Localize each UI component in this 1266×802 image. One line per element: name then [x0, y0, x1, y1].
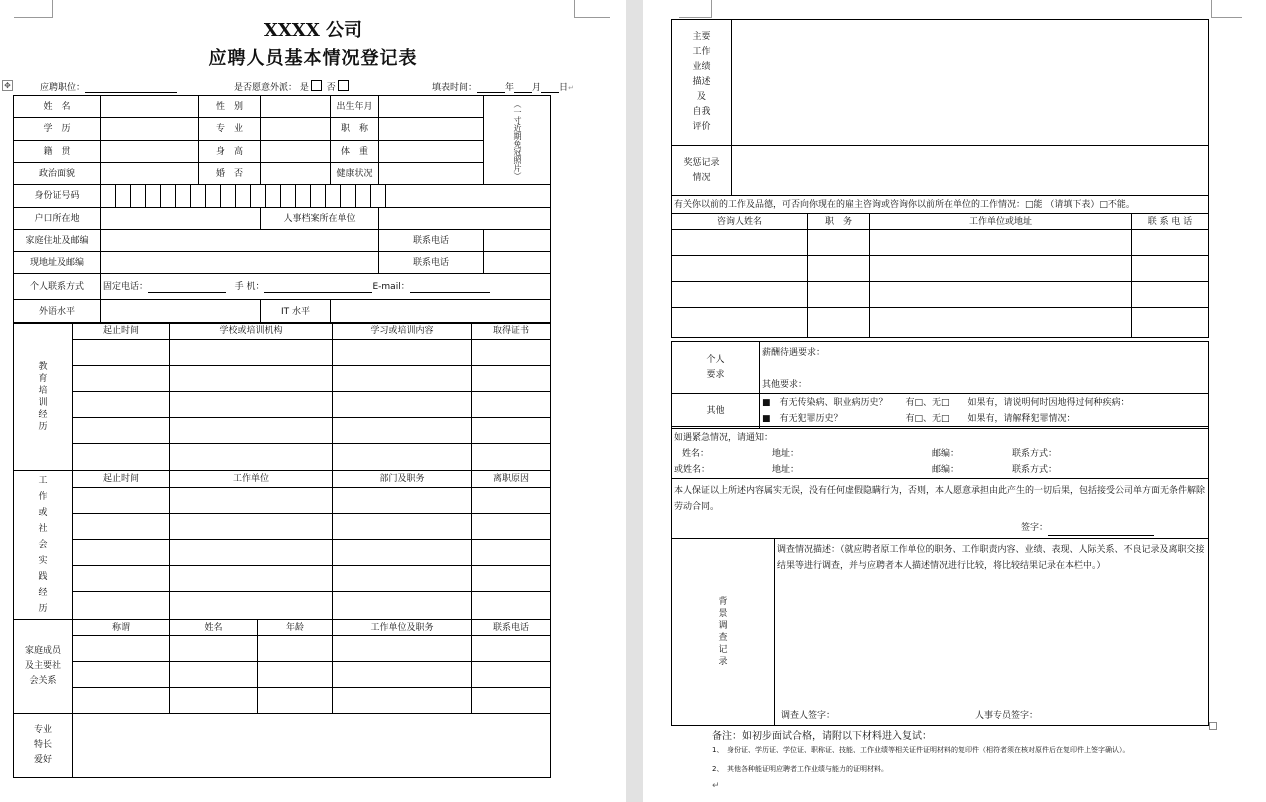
- gender-label: 性 别: [199, 96, 261, 118]
- edu-side-label: 教 育 培 训 经 历: [14, 323, 73, 471]
- table-row: [14, 514, 551, 540]
- archive-input[interactable]: [379, 208, 551, 230]
- height-label: 身 高: [199, 141, 261, 163]
- note-item-2: 2、 其他各种能证明应聘者工作业绩与能力的证明材料。: [712, 765, 888, 773]
- abroad-label: 是否愿意外派：: [234, 83, 298, 93]
- consult-header-company: 工作单位或地址: [870, 214, 1132, 230]
- it-label: IT 水平: [261, 300, 331, 324]
- award-input[interactable]: [732, 146, 1209, 196]
- emergency-title: 如遇紧急情况，请通知：: [674, 433, 774, 443]
- position-field[interactable]: [40, 80, 177, 93]
- table-row: [14, 636, 551, 662]
- archive-label: 人事档案所在单位: [261, 208, 379, 230]
- table-row: [14, 444, 551, 471]
- perf-side-label: 主要 工作 业绩 描述 及 自我 评价: [672, 20, 732, 146]
- fill-time-label: 填表时间：: [432, 83, 478, 93]
- perf-input[interactable]: [732, 20, 1209, 146]
- home-phone-input[interactable]: [484, 230, 551, 252]
- table-row: [672, 308, 1209, 338]
- table-row: [672, 256, 1209, 282]
- work-header-time: 起止时间: [73, 471, 170, 488]
- birth-input[interactable]: [379, 96, 484, 118]
- emergency-row-1: 姓名： 地址： 邮编： 联系方式：: [682, 449, 1058, 459]
- work-side-label: 工 作 或 社 会 实 践 经 历: [14, 471, 73, 620]
- other-side-label: 其他: [672, 394, 760, 429]
- crop-mark: [679, 0, 712, 18]
- basic-info-table: [13, 95, 551, 324]
- contact-label: 个人联系方式: [14, 274, 101, 300]
- politics-label: 政治面貌: [14, 163, 101, 185]
- language-input[interactable]: [101, 300, 261, 324]
- title-rank-label: 职 称: [331, 118, 379, 141]
- edu-header-cert: 取得证书: [472, 323, 551, 340]
- specialty-input[interactable]: [73, 714, 551, 778]
- crop-mark: [1211, 0, 1242, 18]
- table-row: [672, 230, 1209, 256]
- disease-question: ■ 有无传染病、职业病历史？ 有□、无□ 如果有，请说明何时因地得过何种疾病：: [762, 398, 1130, 408]
- table-row: [14, 340, 551, 366]
- crime-question: ■ 有无犯罪历史？ 有□、无□ 如果有，请解释犯罪情况：: [762, 414, 1076, 424]
- major-label: 专 业: [199, 118, 261, 141]
- home-phone-label: 联系电话: [379, 230, 484, 252]
- bg-side-label: 背 景 调 查 记 录: [672, 539, 775, 726]
- table-resize-handle-icon[interactable]: [1209, 722, 1217, 730]
- table-row: [14, 540, 551, 566]
- marriage-label: 婚 否: [199, 163, 261, 185]
- table-row: [14, 488, 551, 514]
- day-label: 日: [559, 83, 569, 93]
- current-addr-label: 现地址及邮编: [14, 252, 101, 274]
- other-req-label: 其他要求：: [762, 380, 808, 390]
- bottom-table: [671, 426, 1209, 726]
- birth-label: 出生年月: [331, 96, 379, 118]
- investigator-label: 调查人签字：: [781, 711, 836, 721]
- family-header-phone: 联系电话: [472, 620, 551, 636]
- signature-label: 签字：: [1021, 523, 1049, 533]
- name-input[interactable]: [101, 96, 199, 118]
- position-label: 应聘职位：: [40, 83, 86, 93]
- marriage-input[interactable]: [261, 163, 331, 185]
- table-row: [14, 366, 551, 392]
- weight-label: 体 重: [331, 141, 379, 163]
- table-row: [14, 392, 551, 418]
- family-side-label: 家庭成员 及主要社 会关系: [14, 620, 73, 714]
- specialty-side-label: 专业 特长 爱好: [14, 714, 73, 778]
- politics-input[interactable]: [101, 163, 199, 185]
- weight-input[interactable]: [379, 141, 484, 163]
- id-number-cells[interactable]: [101, 185, 551, 208]
- req-input[interactable]: [760, 342, 1209, 394]
- title-rank-input[interactable]: [379, 118, 484, 141]
- major-input[interactable]: [261, 118, 331, 141]
- edu-input[interactable]: [101, 118, 199, 141]
- notes-title: 备注：如初步面试合格，请附以下材料进入复试：: [712, 731, 932, 742]
- table-move-handle-icon[interactable]: ✥: [2, 80, 13, 91]
- family-header-age: 年龄: [258, 620, 333, 636]
- page-2: [643, 0, 1266, 802]
- name-label: 姓 名: [14, 96, 101, 118]
- signature-field[interactable]: [1021, 520, 1154, 536]
- gender-input[interactable]: [261, 96, 331, 118]
- landline-label: 固定电话：: [103, 281, 149, 292]
- family-header-work: 工作单位及职务: [333, 620, 472, 636]
- photo-label: （一寸近期免冠照片）: [513, 100, 522, 180]
- hukou-label: 户口所在地: [14, 208, 101, 230]
- yes-label: 是: [299, 83, 309, 93]
- emergency-row-2: 或姓名： 地址： 邮编： 联系方式：: [674, 465, 1058, 475]
- form-title: 应聘人员基本情况登记表: [208, 48, 418, 69]
- it-input[interactable]: [331, 300, 551, 324]
- table-row: [14, 418, 551, 444]
- home-addr-input[interactable]: [101, 230, 379, 252]
- salary-label: 薪酬待遇要求：: [762, 348, 826, 358]
- consult-header-phone: 联 系 电 话: [1132, 214, 1209, 230]
- current-phone-input[interactable]: [484, 252, 551, 274]
- note-item-1: 1、 身份证、学历证、学位证、职称证、技能、工作业绩等相关证件证明材料的复印件（相符者须在核对原件后在复印件上签字确认）。: [712, 746, 1130, 754]
- yes-checkbox[interactable]: [311, 80, 322, 91]
- id-number-label: 身份证号码: [14, 185, 101, 208]
- paragraph-mark: ↵: [712, 781, 720, 791]
- origin-label: 籍 贯: [14, 141, 101, 163]
- consult-table: [671, 195, 1209, 338]
- work-header-company: 工作单位: [170, 471, 333, 488]
- right-top-table: [671, 19, 1209, 196]
- edu-header-time: 起止时间: [73, 323, 170, 340]
- emergency-cell[interactable]: [672, 427, 1209, 479]
- origin-input[interactable]: [101, 141, 199, 163]
- year-label: 年: [505, 83, 515, 93]
- health-input[interactable]: [379, 163, 484, 185]
- month-label: 月: [532, 83, 542, 93]
- page-1: [0, 0, 626, 802]
- language-label: 外语水平: [14, 300, 101, 324]
- work-header-dept: 部门及职务: [333, 471, 472, 488]
- table-row: [14, 662, 551, 688]
- award-side-label: 奖惩记录 情况: [672, 146, 732, 196]
- bg-input[interactable]: [775, 539, 1209, 726]
- consult-question: 有关你以前的工作及品德，可否向你现在的雇主咨询或咨询你以前所在单位的工作情况：□能 （请填下表）□不能。: [672, 196, 1209, 214]
- height-input[interactable]: [261, 141, 331, 163]
- request-table: [671, 341, 1209, 429]
- company-name: XXXX 公司: [263, 20, 363, 41]
- other-input[interactable]: [760, 394, 1209, 429]
- fill-time-field[interactable]: 填表时间： 年 月 日↵: [432, 83, 574, 93]
- table-row: [14, 688, 551, 714]
- current-phone-label: 联系电话: [379, 252, 484, 274]
- family-header-relation: 称谓: [73, 620, 170, 636]
- hr-label: 人事专员签字：: [975, 711, 1039, 721]
- abroad-field: [234, 80, 351, 93]
- photo-cell[interactable]: [484, 96, 551, 185]
- edu-header-content: 学习或培训内容: [333, 323, 472, 340]
- consult-header-title: 职 务: [808, 214, 870, 230]
- family-header-name: 姓名: [170, 620, 258, 636]
- home-addr-label: 家庭住址及邮编: [14, 230, 101, 252]
- page-gutter: [626, 0, 643, 802]
- bg-desc: 调查情况描述：（就应聘者原工作单位的职务、工作职责内容、业绩、表现、人际关系、不良记录及离职交接结果等进行调查，并与应聘者本人描述情况进行比较，将比较结果记录在本栏中。）: [777, 545, 1205, 571]
- consult-header-name: 咨询人姓名: [672, 214, 808, 230]
- no-checkbox[interactable]: [338, 80, 349, 91]
- contact-input-row[interactable]: [101, 274, 551, 300]
- current-addr-input[interactable]: [101, 252, 379, 274]
- table-row: [14, 592, 551, 620]
- table-row: [672, 282, 1209, 308]
- mobile-label: 手 机：: [234, 281, 265, 292]
- no-label: 否: [326, 83, 336, 93]
- edu-header-school: 学校或培训机构: [170, 323, 333, 340]
- table-row: [14, 566, 551, 592]
- hukou-input[interactable]: [101, 208, 261, 230]
- req-side-label: 个人 要求: [672, 342, 760, 394]
- health-label: 健康状况: [331, 163, 379, 185]
- edu-label: 学 历: [14, 118, 101, 141]
- history-table: [13, 322, 551, 778]
- work-header-reason: 离职原因: [472, 471, 551, 488]
- guarantee-text: 本人保证以上所述内容属实无误，没有任何虚假隐瞒行为，否则，本人愿意承担由此产生的一切后果，包括接受公司单方面无条件解除劳动合同。: [674, 486, 1206, 512]
- guarantee-cell[interactable]: [672, 479, 1209, 539]
- email-label: E-mail：: [372, 281, 410, 292]
